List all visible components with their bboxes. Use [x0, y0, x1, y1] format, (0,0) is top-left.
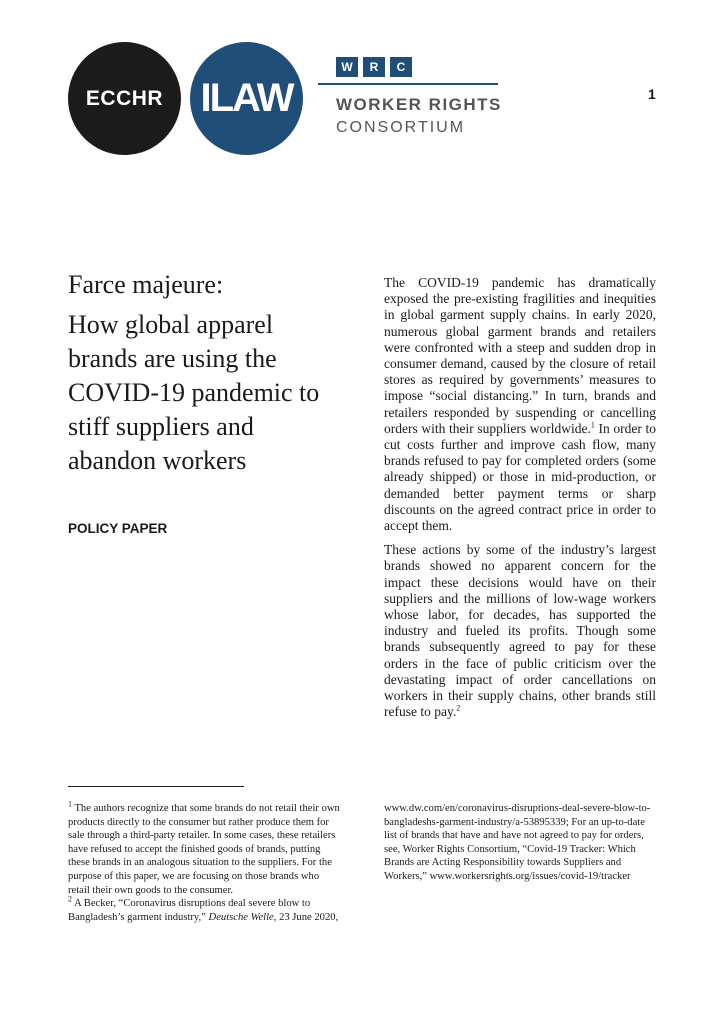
wrc-name-line2: CONSORTIUM: [336, 119, 466, 136]
footnote-ref-1: 1: [590, 420, 595, 430]
footnote-1: [68, 799, 340, 897]
title-line1: Farce majeure:: [68, 270, 224, 299]
footnote-2: [68, 894, 340, 924]
ilaw-logo: [190, 42, 303, 155]
footnotes-left: [68, 799, 340, 924]
body-p1-text-b: In order to cut costs further and improve cash flow, many brands refused to pay for completed orders (some already shipped) or those in mid-production, or demanded better payment terms or sharp discounts on the agreed contract price in order to accept them.: [384, 420, 656, 534]
document-type-label: POLICY PAPER: [68, 521, 168, 536]
page-title: [68, 268, 343, 478]
footnote-1-number: 1: [68, 799, 72, 809]
footnote-2-text-a: A Becker, “Coronavirus disruptions deal severe blow to Bangladesh’s garment industry,”: [68, 898, 311, 923]
footnote-2-number: 2: [68, 894, 72, 904]
footnotes-right: [384, 802, 656, 884]
footnote-1-text: The authors recognize that some brands do not retail their own products directly to the consumer but rather produce them for sale through a third-party retailer. In some cases, these retailers have refused to accept the finished goods of brands, putting these brands in an analogous situation to the suppliers. For the purpose of this paper, we are focusing on those brands who retail their own goods to the consumer.: [68, 803, 340, 896]
footnote-ref-2: 2: [456, 703, 461, 713]
footnote-2-text-b: , 23 June 2020,: [273, 911, 339, 923]
footnote-2-continuation: www.dw.com/en/coronavirus-disruptions-deal-severe-blow-to-bangladeshs-garment-industry/a-53895339; For an up-to-date list of brands that have and have not agreed to pay for orders, see, Worker Rights Consortium, “Covid-19 Tracker: Which Brands are Acting Responsibility towards Suppliers and Workers,” www.workersrights.org/issues/covid-19/tracker: [384, 803, 651, 882]
wrc-divider: [318, 83, 498, 85]
body-paragraph-2: [384, 542, 656, 720]
wrc-letter-r: R: [363, 57, 385, 77]
footnote-separator: [68, 786, 244, 787]
body-text: [384, 275, 656, 728]
ecchr-logo: [68, 42, 181, 155]
footnote-2-publication: Deutsche Welle: [208, 911, 274, 923]
title-line2: How global apparel brands are using the COVID-19 pandemic to stiff suppliers and abandon workers: [68, 310, 320, 475]
body-paragraph-1: [384, 275, 656, 534]
wrc-name-line1: WORKER RIGHTS: [336, 95, 502, 114]
wrc-letter-c: C: [390, 57, 412, 77]
body-p2-text: These actions by some of the industry’s largest brands showed no apparent concern for the impact these decisions would have on their suppliers and the millions of low-wage workers whose labor, for decades, has supported the industry and fueled its profits. Though some brands subsequently agreed to pay for these orders in the face of public criticism over the devastating impact of order cancellations on workers in their supply chains, other brands still refuse to pay.: [384, 542, 656, 720]
wrc-letter-w: W: [336, 57, 358, 77]
ilaw-logo-text: ILAW: [200, 76, 293, 120]
body-p1-text-a: The COVID-19 pandemic has dramatically exposed the pre-existing fragilities and inequities in global garment supply chains. In early 2020, numerous global garment brands and retailers were confronted with a steep and sudden drop in consumer demand, caused by the closure of retail stores as required by governments’ measures to impose “social distancing.” In turn, brands and retailers responded by suspending or cancelling orders with their suppliers worldwide.: [384, 275, 656, 436]
ecchr-logo-text: ECCHR: [85, 86, 164, 110]
page-number: 1: [648, 86, 656, 102]
